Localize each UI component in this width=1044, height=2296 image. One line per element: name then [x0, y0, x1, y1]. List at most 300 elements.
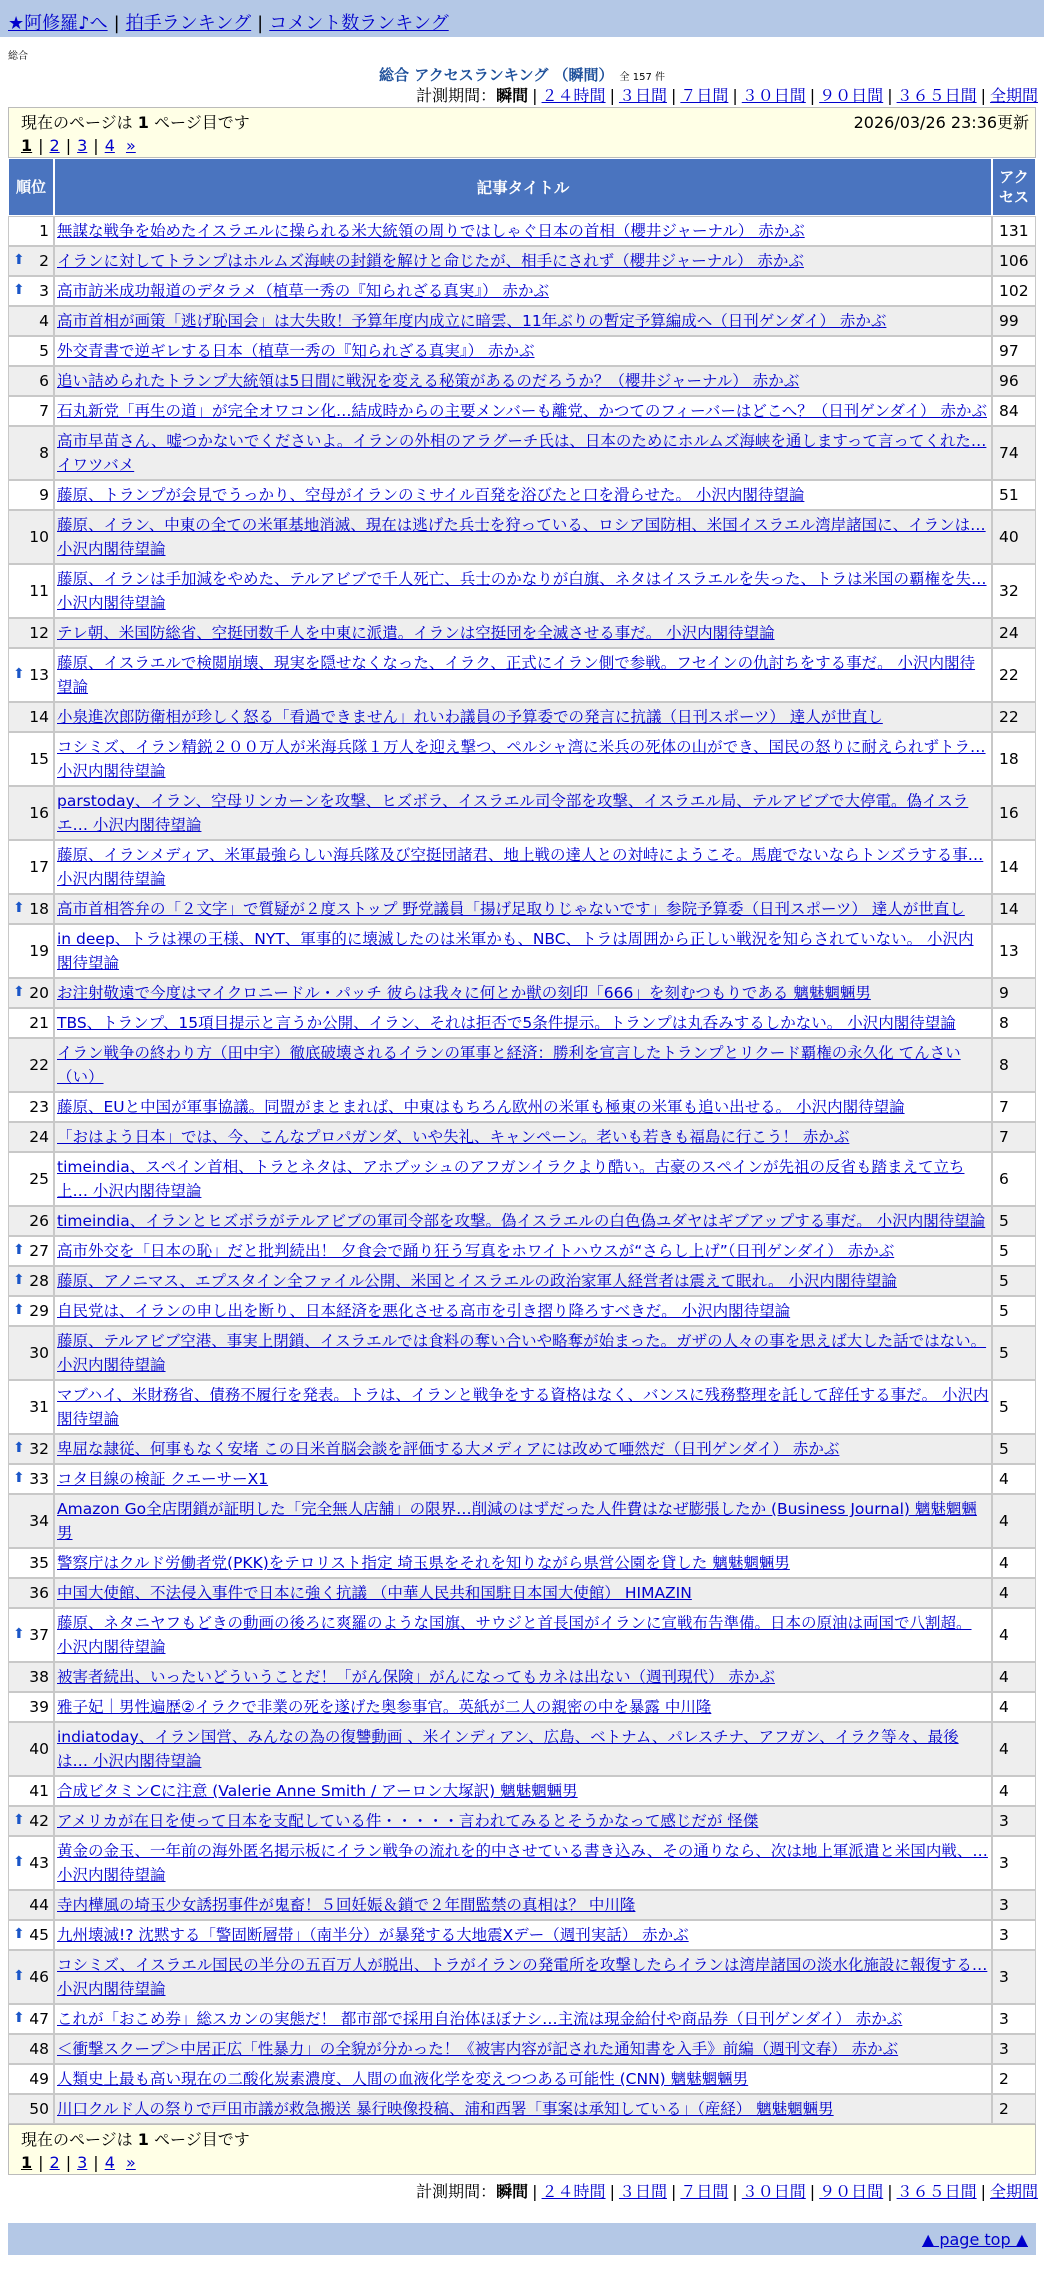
access-count: 3 [992, 2034, 1036, 2064]
access-count: 14 [992, 840, 1036, 894]
rank-up-arrow-icon: ⬆ [13, 1626, 25, 1642]
access-count: 40 [992, 510, 1036, 564]
rank-number: 49 [29, 2070, 49, 2088]
article-title-link[interactable]: timeindia、イランとヒズボラがテルアビブの軍司令部を攻撃。偽イスラエルの白色偽ユダヤはギブアップする事だ。 小沢内閣待望論 [57, 1212, 986, 1230]
access-count: 3 [992, 1890, 1036, 1920]
page-separator: | [65, 2153, 72, 2172]
rank-cell [8, 1722, 54, 1776]
table-row [8, 1380, 1036, 1434]
rank-cell [8, 1890, 54, 1920]
period-all-link[interactable]: 全期間 [989, 86, 1038, 105]
article-title-link[interactable]: Amazon Go全店閉鎖が証明した「完全無人店舗」の限界…削減のはずだった人件費はなぜ膨張したか (Business Journal) 魑魅魍魎男 [57, 1500, 977, 1542]
table-row [8, 1494, 1036, 1548]
title-cell [54, 2064, 992, 2094]
title-cell [54, 702, 992, 732]
rank-number: 27 [29, 1242, 49, 1260]
period-separator: | [732, 2182, 738, 2201]
access-count: 4 [992, 1692, 1036, 1722]
page-current: 1 [21, 136, 33, 155]
access-count: 13 [992, 924, 1036, 978]
rank-number: 13 [29, 666, 49, 684]
rank-cell [8, 840, 54, 894]
rank-cell [8, 1326, 54, 1380]
title-cell [54, 1008, 992, 1038]
rank-number: 37 [29, 1626, 49, 1644]
title-cell [54, 1206, 992, 1236]
home-link[interactable]: ★阿修羅♪へ [8, 13, 108, 34]
period-all-link[interactable]: 全期間 [989, 2182, 1038, 2201]
rank-number: 18 [29, 900, 49, 918]
article-title-link[interactable]: 高市首相が画策「逃げ恥国会」は大失敗！予算年度内成立に暗雲、11年ぶりの暫定予算編成へ（日刊ゲンダイ） 赤かぶ [57, 312, 887, 330]
rank-number: 48 [29, 2040, 49, 2058]
page-separator: | [93, 2153, 99, 2172]
rank-number: 26 [29, 1212, 49, 1230]
access-count: 2 [992, 2064, 1036, 2094]
access-count: 84 [992, 396, 1036, 426]
period-separator: | [887, 86, 893, 105]
rank-cell [8, 702, 54, 732]
page-4-link[interactable]: 4 [104, 2153, 115, 2172]
access-count: 22 [992, 702, 1036, 732]
table-row [8, 2064, 1036, 2094]
header-access: アクセス [992, 158, 1036, 216]
table-row [8, 894, 1036, 924]
period-30d-link[interactable]: ３０日間 [741, 2182, 806, 2201]
article-title-link[interactable]: 警察庁はクルド労働者党(PKK)をテロリスト指定 埼玉県をそれを知りながら県営公園を貸した 魑魅魍魎男 [57, 1554, 790, 1572]
title-cell [54, 1152, 992, 1206]
title-cell [54, 426, 992, 480]
article-title-link[interactable]: timeindia、スペイン首相、トラとネタは、アホブッシュのアフガンイラクより酷い。古豪のスペインが先祖の反省も踏まえて立ち上… 小沢内閣待望論 [57, 1158, 965, 1200]
access-count: 97 [992, 336, 1036, 366]
period-label: 計測期間： [416, 86, 497, 105]
page-4-link[interactable]: 4 [104, 136, 115, 155]
table-body [8, 216, 1036, 2124]
rank-cell [8, 1266, 54, 1296]
rank-cell [8, 1578, 54, 1608]
rank-number: 39 [29, 1698, 49, 1716]
access-count: 4 [992, 1776, 1036, 1806]
period-365d-link[interactable]: ３６５日間 [896, 86, 977, 105]
table-row [8, 1092, 1036, 1122]
rank-cell [8, 1608, 54, 1662]
article-title-link[interactable]: 藤原、EUと中国が軍事協議。同盟がまとまれば、中東はもちろん欧州の米軍も極東の米軍も追い出せる。 小沢内閣待望論 [57, 1098, 905, 1116]
access-count: 8 [992, 1038, 1036, 1092]
next-page-link[interactable]: » [125, 2153, 136, 2172]
article-title-link[interactable]: 高市首相答弁の「２文字」で質疑が２度ストップ 野党議員「揚げ足取りじゃないです」参院予算委（日刊スポーツ） 達人が世直し [57, 900, 965, 918]
rank-number: 47 [29, 2010, 49, 2028]
rank-number: 29 [29, 1302, 49, 1320]
table-row [8, 396, 1036, 426]
article-title-link[interactable]: 追い詰められたトランプ大統領は5日間に戦況を変える秘策があるのだろうか？（櫻井ジャーナル） 赤かぶ [57, 372, 800, 390]
table-row [8, 732, 1036, 786]
table-row [8, 2004, 1036, 2034]
rank-number: 30 [29, 1344, 49, 1362]
rank-number: 9 [39, 486, 49, 504]
article-title-link[interactable]: 藤原、ネタニヤフもどきの動画の後ろに爽羅のような国旗、サウジと首長国がイランに宣戦布告準備。日本の原油は両国で八割超。 小沢内閣待望論 [57, 1614, 972, 1656]
rank-cell [8, 480, 54, 510]
page-title-text: 総合 アクセスランキング （瞬間） [379, 66, 614, 84]
article-title-link[interactable]: 卑屈な隷従、何事もなく安堵 この日米首脳会談を評価する大メディアには改めて唖然だ（日刊ゲンダイ） 赤かぶ [57, 1440, 840, 1458]
period-7d-link[interactable]: ７日間 [680, 2182, 729, 2201]
article-title-link[interactable]: ＜衝撃スクープ＞中居正広「性暴力」の全貌が分かった！《被害内容が記された通知書を入手》前編（週刊文春） 赤かぶ [57, 2040, 899, 2058]
rank-up-arrow-icon: ⬆ [13, 984, 25, 1000]
period-separator: | [980, 86, 986, 105]
rank-cell [8, 1296, 54, 1326]
period-separator: | [532, 86, 538, 105]
article-title-link[interactable]: 雅子妃｜男性遍歴②イラクで非業の死を遂げた奥参事官。英紙が二人の親密の中を暴露 中川隆 [57, 1698, 712, 1716]
access-count: 4 [992, 1578, 1036, 1608]
page-info-bottom [8, 2124, 1036, 2175]
rank-up-arrow-icon: ⬆ [13, 252, 25, 268]
rank-up-arrow-icon: ⬆ [13, 1854, 25, 1870]
period-365d-link[interactable]: ３６５日間 [896, 2182, 977, 2201]
title-cell [54, 618, 992, 648]
period-separator: | [732, 86, 738, 105]
article-title-link[interactable]: 藤原、イラン、中東の全ての米軍基地消滅、現在は逃げた兵士を狩っている、ロシア国防相、米国イスラエル湾岸諸国に、イランは… 小沢内閣待望論 [57, 516, 986, 558]
rank-cell [8, 1008, 54, 1038]
period-3d-link[interactable]: ３日間 [618, 86, 667, 105]
rank-cell [8, 426, 54, 480]
rank-number: 10 [29, 528, 49, 546]
total-count: 全 157 件 [619, 72, 665, 83]
table-row [8, 366, 1036, 396]
access-count: 14 [992, 894, 1036, 924]
rank-number: 28 [29, 1272, 49, 1290]
page-info-top [8, 107, 1036, 158]
rank-cell [8, 1494, 54, 1548]
access-count: 96 [992, 366, 1036, 396]
title-cell [54, 1464, 992, 1494]
table-row [8, 1008, 1036, 1038]
page-separator: | [65, 136, 72, 155]
title-cell [54, 1722, 992, 1776]
article-title-link[interactable]: 石丸新党「再生の道」が完全オワコン化…結成時からの主要メンバーも離党、かつてのフィーバーはどこへ？（日刊ゲンダイ） 赤かぶ [57, 402, 987, 420]
rank-number: 14 [29, 708, 49, 726]
article-title-link[interactable]: 寺内樺風の埼玉少女誘拐事件が鬼畜！５回妊娠＆鎖で２年間監禁の真相は？ 中川隆 [57, 1896, 636, 1914]
rank-cell [8, 564, 54, 618]
table-row [8, 1038, 1036, 1092]
title-cell [54, 1692, 992, 1722]
table-row [8, 648, 1036, 702]
rank-cell [8, 1152, 54, 1206]
table-row [8, 1722, 1036, 1776]
rank-number: 11 [29, 582, 49, 600]
table-row [8, 2094, 1036, 2124]
rank-number: 42 [29, 1812, 49, 1830]
rank-cell [8, 732, 54, 786]
article-title-link[interactable]: 自民党は、イランの申し出を断り、日本経済を悪化させる高市を引き摺り降ろすべきだ。 小沢内閣待望論 [57, 1302, 791, 1320]
table-row [8, 1662, 1036, 1692]
rank-cell [8, 1806, 54, 1836]
access-count: 16 [992, 786, 1036, 840]
access-count: 3 [992, 1950, 1036, 2004]
rank-number: 3 [39, 282, 49, 300]
rank-number: 8 [39, 444, 49, 462]
title-cell [54, 1836, 992, 1890]
title-cell [54, 1122, 992, 1152]
nav-separator: | [113, 13, 120, 34]
table-row [8, 1122, 1036, 1152]
table-row [8, 618, 1036, 648]
period-separator: | [980, 2182, 986, 2201]
article-title-link[interactable]: 「おはよう日本」では、今、こんなプロパガンダ、いや失礼、キャンペーン。老いも若きも福島に行こう！ 赤かぶ [57, 1128, 850, 1146]
comment-ranking-link[interactable]: コメント数ランキング [269, 13, 449, 34]
table-row [8, 1692, 1036, 1722]
table-row [8, 924, 1036, 978]
rank-cell [8, 276, 54, 306]
page-separator: | [93, 136, 99, 155]
access-count: 51 [992, 480, 1036, 510]
access-count: 4 [992, 1662, 1036, 1692]
period-90d-link[interactable]: ９０日間 [819, 2182, 884, 2201]
access-count: 9 [992, 978, 1036, 1008]
rank-cell [8, 2094, 54, 2124]
period-separator: | [809, 86, 816, 105]
rank-cell [8, 1434, 54, 1464]
article-title-link[interactable]: 高市早苗さん、嘘つかないでくださいよ。イランの外相のアラグーチ氏は、日本のためにホルムズ海峡を通しますって言ってくれた… イワツバメ [57, 432, 987, 474]
rank-cell [8, 1092, 54, 1122]
article-title-link[interactable]: TBS、トランプ、15項目提示と言うか公開、イラン、それは拒否で5条件提示。トランプは丸呑みするしかない。 小沢内閣待望論 [57, 1014, 956, 1032]
pagination [21, 136, 1023, 155]
rank-number: 40 [29, 1740, 49, 1758]
rank-number: 19 [29, 942, 49, 960]
table-row [8, 1776, 1036, 1806]
rank-number: 20 [29, 984, 49, 1002]
rank-cell [8, 510, 54, 564]
title-cell [54, 276, 992, 306]
table-header-row [8, 158, 1036, 216]
rank-number: 32 [29, 1440, 49, 1458]
rank-cell [8, 1836, 54, 1890]
table-row [8, 840, 1036, 894]
access-count: 5 [992, 1206, 1036, 1236]
rank-number: 12 [29, 624, 49, 642]
next-page-link[interactable]: » [125, 136, 136, 155]
table-row [8, 702, 1036, 732]
title-cell [54, 366, 992, 396]
article-title-link[interactable]: コタ目線の検証 クエーサーX1 [57, 1470, 269, 1488]
rank-cell [8, 2064, 54, 2094]
access-count: 5 [992, 1236, 1036, 1266]
title-cell [54, 1296, 992, 1326]
table-row [8, 426, 1036, 480]
table-row [8, 786, 1036, 840]
page-top-link[interactable]: ▲ page top ▲ [921, 2230, 1028, 2249]
page-suffix: ページ目です [154, 113, 250, 132]
article-title-link[interactable]: 藤原、トランプが会見でうっかり、空母がイランのミサイル百発を浴びたと口を滑らせた。 小沢内閣待望論 [57, 486, 805, 504]
rank-cell [8, 336, 54, 366]
title-cell [54, 1434, 992, 1464]
page-suffix: ページ目です [154, 2130, 250, 2149]
period-30d-link[interactable]: ３０日間 [741, 86, 806, 105]
article-title-link[interactable]: イランに対してトランプはホルムズ海峡の封鎖を解けと命じたが、相手にされず（櫻井ジャーナル） 赤かぶ [57, 252, 804, 270]
title-cell [54, 1548, 992, 1578]
access-count: 3 [992, 2004, 1036, 2034]
rank-cell [8, 1692, 54, 1722]
period-90d-link[interactable]: ９０日間 [819, 86, 884, 105]
page-2-link[interactable]: 2 [49, 2153, 60, 2172]
clap-ranking-link[interactable]: 拍手ランキング [125, 13, 252, 34]
article-title-link[interactable]: 藤原、イランは手加減をやめた、テルアビブで千人死亡、兵士のかなりが白旗、ネタはイスラエルを失った、トラは米国の覇権を失… 小沢内閣待望論 [57, 570, 987, 612]
rank-number: 16 [29, 804, 49, 822]
article-title-link[interactable]: イラン戦争の終わり方（田中宇）徹底破壊されるイランの軍事と経済：勝利を宣言したトランプとリクード覇権の永久化 てんさい（い） [57, 1044, 961, 1086]
table-row [8, 1236, 1036, 1266]
rank-number: 22 [29, 1056, 49, 1074]
title-cell [54, 216, 992, 246]
table-row [8, 1806, 1036, 1836]
rank-number: 6 [39, 372, 49, 390]
article-title-link[interactable]: テレ朝、米国防総省、空挺団数千人を中東に派遣。イランは空挺団を全滅させる事だ。 小沢内閣待望論 [57, 624, 775, 642]
rank-up-arrow-icon: ⬆ [13, 1440, 25, 1456]
title-cell [54, 306, 992, 336]
period-24h-link[interactable]: ２４時間 [541, 2182, 606, 2201]
period-selector-bottom [0, 2181, 1044, 2203]
article-title-link[interactable]: in deep、トラは裸の王様、NYT、軍事的に壊滅したのは米軍かも、NBC、トラは周囲から正しい戦況を知らされていない。 小沢内閣待望論 [57, 930, 974, 972]
article-title-link[interactable]: 高市訪米成功報道のデタラメ（植草一秀の『知られざる真実』） 赤かぶ [57, 282, 549, 300]
rank-number: 17 [29, 858, 49, 876]
article-title-link[interactable]: コシミズ、イスラエル国民の半分の五百万人が脱出、トラがイランの発電所を攻撃したらイランは湾岸諸国の淡水化施設に報復する… 小沢内閣待望論 [57, 1956, 988, 1998]
rank-cell [8, 1464, 54, 1494]
title-cell [54, 1806, 992, 1836]
rank-cell [8, 1038, 54, 1092]
rank-cell [8, 366, 54, 396]
page-separator: | [38, 2153, 44, 2172]
article-title-link[interactable]: これが「おこめ券」総スカンの実態だ！ 都市部で採用自治体ほぼナシ…主流は現金給付や商品券（日刊ゲンダイ） 赤かぶ [57, 2010, 903, 2028]
page-3-link[interactable]: 3 [77, 136, 88, 155]
article-title-link[interactable]: 人類史上最も高い現在の二酸化炭素濃度、人間の血液化学を変えつつある可能性 (CNN) 魑魅魍魎男 [57, 2070, 749, 2088]
access-count: 4 [992, 1548, 1036, 1578]
table-row [8, 564, 1036, 618]
page-separator: | [38, 136, 44, 155]
rank-cell [8, 648, 54, 702]
article-title-link[interactable]: indiatoday、イラン国営、みんなの為の復讐動画 、米インディアン、広島、ベトナム、パレスチナ、アフガン、イラク等々、最後は… 小沢内閣待望論 [57, 1728, 959, 1770]
header-title: 記事タイトル [54, 158, 992, 216]
access-count: 102 [992, 276, 1036, 306]
rank-number: 34 [29, 1512, 49, 1530]
table-row [8, 246, 1036, 276]
access-count: 2 [992, 2094, 1036, 2124]
table-row [8, 1836, 1036, 1890]
page-current: 1 [21, 2153, 33, 2172]
rank-number: 44 [29, 1896, 49, 1914]
table-row [8, 276, 1036, 306]
title-cell [54, 1266, 992, 1296]
table-row [8, 1152, 1036, 1206]
access-count: 131 [992, 216, 1036, 246]
access-count: 4 [992, 1494, 1036, 1548]
access-count: 106 [992, 246, 1036, 276]
footer-bar [8, 2223, 1036, 2255]
page-prefix: 現在のページは [21, 2130, 133, 2149]
rank-up-arrow-icon: ⬆ [13, 666, 25, 682]
access-count: 4 [992, 1608, 1036, 1662]
rank-number: 15 [29, 750, 49, 768]
table-row [8, 306, 1036, 336]
table-row [8, 1266, 1036, 1296]
access-count: 5 [992, 1380, 1036, 1434]
rank-number: 38 [29, 1668, 49, 1686]
article-title-link[interactable]: 藤原、イランメディア、米軍最強らしい海兵隊及び空挺団諸君、地上戦の達人との対峙にようこそ。馬鹿でないならトンズラする事… 小沢内閣待望論 [57, 846, 984, 888]
article-title-link[interactable]: parstoday、イラン、空母リンカーンを攻撃、ヒズボラ、イスラエル司令部を攻撃、イスラエル局、テルアビブで大停電。偽イスラエ… 小沢内閣待望論 [57, 792, 969, 834]
page-prefix: 現在のページは [21, 113, 133, 132]
article-title-link[interactable]: マブハイ、米財務省、債務不履行を発表。トラは、イランと戦争をする資格はなく、バンスに残務整理を託して辞任する事だ。 小沢内閣待望論 [57, 1386, 989, 1428]
period-3d-link[interactable]: ３日間 [618, 2182, 667, 2201]
rank-up-arrow-icon: ⬆ [13, 1242, 25, 1258]
title-cell [54, 2094, 992, 2124]
rank-number: 41 [29, 1782, 49, 1800]
rank-number: 35 [29, 1554, 49, 1572]
article-title-link[interactable]: 無謀な戦争を始めたイスラエルに操られる米大統領の周りではしゃぐ日本の首相（櫻井ジャーナル） 赤かぶ [57, 222, 805, 240]
rank-number: 5 [39, 342, 49, 360]
article-title-link[interactable]: アメリカが在日を使って日本を支配している件・・・・・言われてみるとそうかなって感じだが 怪傑 [57, 1812, 759, 1830]
rank-cell [8, 2004, 54, 2034]
access-count: 6 [992, 1152, 1036, 1206]
rank-cell [8, 1206, 54, 1236]
article-title-link[interactable]: 被害者続出、いったいどういうことだ！「がん保険」がんになってもカネは出ない（週刊現代） 赤かぶ [57, 1668, 775, 1686]
rank-cell [8, 1950, 54, 2004]
ranking-table [8, 158, 1036, 2124]
access-count: 5 [992, 1266, 1036, 1296]
table-row [8, 1890, 1036, 1920]
title-cell [54, 1092, 992, 1122]
table-row [8, 1434, 1036, 1464]
article-title-link[interactable]: 藤原、アノニマス、エプスタイン全ファイル公開、米国とイスラエルの政治家軍人経営者は震えて眠れ。 小沢内閣待望論 [57, 1272, 897, 1290]
period-24h-link[interactable]: ２４時間 [541, 86, 606, 105]
page-number: 1 [137, 2130, 149, 2149]
article-title-link[interactable]: 黄金の金玉、一年前の海外匿名掲示板にイラン戦争の流れを的中させている書き込み、その通りなら、次は地上軍派遣と米国内戦、… 小沢内閣待望論 [57, 1842, 988, 1884]
rank-number: 21 [29, 1014, 49, 1032]
article-title-link[interactable]: 小泉進次郎防衛相が珍しく怒る「看過できません」れいわ議員の予算委での発言に抗議（日刊スポーツ） 達人が世直し [57, 708, 883, 726]
rank-cell [8, 1662, 54, 1692]
page-3-link[interactable]: 3 [77, 2153, 88, 2172]
rank-cell [8, 786, 54, 840]
rank-cell [8, 216, 54, 246]
article-title-link[interactable]: 川口クルド人の祭りで戸田市議が救急搬送 暴行映像投稿、浦和西署「事案は承知している」（産経） 魑魅魍魎男 [57, 2100, 834, 2118]
article-title-link[interactable]: 九州壊滅!? 沈黙する「警固断層帯」（南半分）が暴発する大地震Xデー（週刊実話） 赤かぶ [57, 1926, 689, 1944]
article-title-link[interactable]: コシミズ、イラン精鋭２００万人が米海兵隊１万人を迎え撃つ、ペルシャ湾に米兵の死体の山ができ、国民の怒りに耐えられずトラ… 小沢内閣待望論 [57, 738, 986, 780]
article-title-link[interactable]: 外交青書で逆ギレする日本（植草一秀の『知られざる真実』） 赤かぶ [57, 342, 535, 360]
rank-number: 1 [39, 222, 49, 240]
rank-cell [8, 1920, 54, 1950]
access-count: 5 [992, 1326, 1036, 1380]
period-7d-link[interactable]: ７日間 [680, 86, 729, 105]
rank-up-arrow-icon: ⬆ [13, 1470, 25, 1486]
table-row [8, 1950, 1036, 2004]
table-row [8, 1608, 1036, 1662]
page-2-link[interactable]: 2 [49, 136, 60, 155]
title-cell [54, 1776, 992, 1806]
title-cell [54, 786, 992, 840]
title-cell [54, 480, 992, 510]
rank-cell [8, 2034, 54, 2064]
article-title-link[interactable]: 高市外交を「日本の恥」だと批判続出！ 夕食会で踊り狂う写真をホワイトハウスが“さらし上げ”（日刊ゲンダイ） 赤かぶ [57, 1242, 895, 1260]
title-cell [54, 1608, 992, 1662]
period-separator: | [809, 2182, 816, 2201]
table-row [8, 1296, 1036, 1326]
rank-cell [8, 894, 54, 924]
article-title-link[interactable]: 中国大使館、不法侵入事件で日本に強く抗議 （中華人民共和国駐日本国大使館） HIMAZIN [57, 1584, 692, 1602]
article-title-link[interactable]: 藤原、イスラエルで検閲崩壊、現実を隠せなくなった、イラク、正式にイラン側で参戦。フセインの仇討ちをする事だ。 小沢内閣待望論 [57, 654, 976, 696]
article-title-link[interactable]: 藤原、テルアビブ空港、事実上閉鎖、イスラエルでは食料の奪い合いや略奪が始まった。ガザの人々の事を思えば大した話ではない。 小沢内閣待望論 [57, 1332, 987, 1374]
table-row [8, 510, 1036, 564]
rank-number: 43 [29, 1854, 49, 1872]
table-row [8, 978, 1036, 1008]
rank-up-arrow-icon: ⬆ [13, 1272, 25, 1288]
rank-number: 4 [39, 312, 49, 330]
article-title-link[interactable]: お注射敬遠で今度はマイクロニードル・パッチ 彼らは我々に何とか獣の刻印「666」を刻むつもりである 魑魅魍魎男 [57, 984, 871, 1002]
article-title-link[interactable]: 合成ビタミンCに注意 (Valerie Anne Smith / アーロン大塚訳) 魑魅魍魎男 [57, 1782, 578, 1800]
header-rank: 順位 [8, 158, 54, 216]
